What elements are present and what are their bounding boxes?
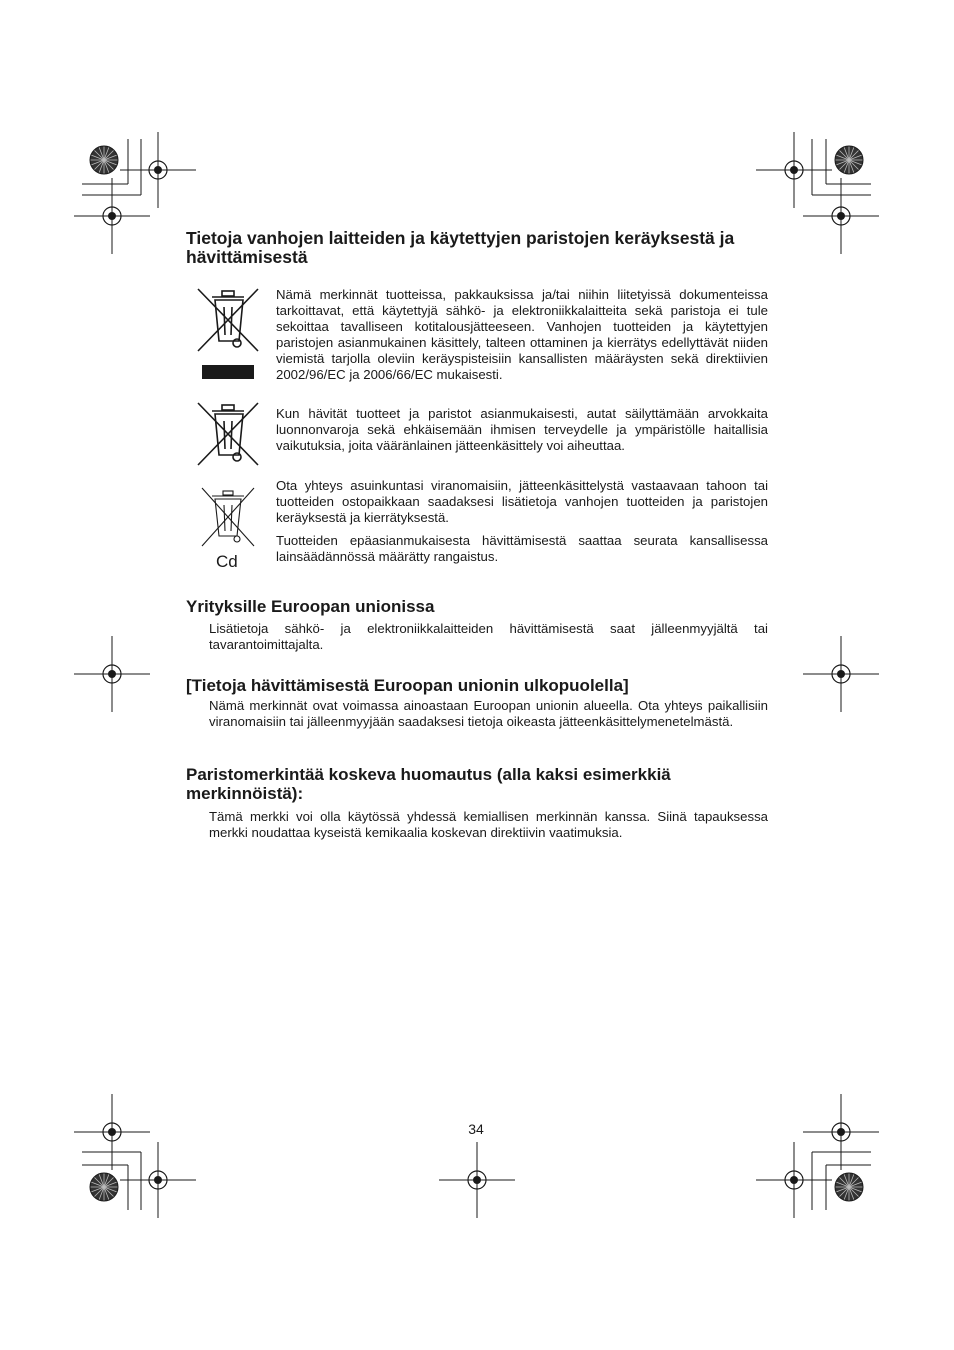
paragraph-contact-authorities: Ota yhteys asuinkuntasi viranomaisiin, jätteenkäsittelystä vastaavaan tahoon tai tuotteiden ostopaikkaan saadaksesi lisätietoja vanhojen tuotteiden ja paristojen keräyksestä ja kierrätyksestä. bbox=[276, 478, 768, 525]
registration-mark-top-left bbox=[74, 132, 196, 254]
paragraph-battery-symbol: Tämä merkki voi olla käytössä yhdessä kemiallisen merkinnän kanssa. Siinä tapauksessa merkki noudattaa kyseistä kemikaalia koskevan direktiivin vaatimuksia. bbox=[209, 809, 768, 840]
registration-mark-middle-right bbox=[803, 636, 879, 712]
section-title-battery-symbol: Paristomerkintää koskeva huomautus (alla kaksi esimerkkiä merkinnöistä): bbox=[186, 765, 671, 803]
paragraph-penalties: Tuotteiden epäasianmukaisesta hävittämisestä saattaa seurata kansallisessa lainsäädännössä määrätty rangaistus. bbox=[276, 533, 768, 564]
registration-mark-top-right bbox=[756, 132, 879, 254]
registration-mark-bottom-right bbox=[756, 1094, 879, 1218]
page-number: 34 bbox=[468, 1121, 484, 1137]
paragraph-business-eu: Lisätietoja sähkö- ja elektroniikkalaitteiden hävittämisestä saat jälleenmyyjältä tai tavarantoimittajalta. bbox=[209, 621, 768, 652]
registration-mark-bottom-left bbox=[74, 1094, 196, 1218]
paragraph-disposal-meaning: Nämä merkinnät tuotteissa, pakkauksissa ja/tai niihin liitetyissä dokumenteissa tarkoittavat, että käytettyjä sähkö- ja elektroniikkalaitteita sekä paristoja ei tule sekoittaa tavalliseen kotitalousjätteeseen. Vanhojen tuotteiden ja käytettyjen paristojen asianmukainen käsittely, talteen ottaminen ja kierrätys edellyttävät niiden viemistä tarjolla oleviin keräyspisteisiin kansallisten määräysten sekä direktiivien 2002/96/EC ja 2006/66/EC mukaisesti. bbox=[276, 287, 768, 382]
registration-mark-bottom-center bbox=[439, 1142, 515, 1218]
cadmium-label: Cd bbox=[216, 552, 238, 571]
paragraph-outside-eu: Nämä merkinnät ovat voimassa ainoastaan Euroopan unionin alueella. Ota yhteys paikallisiin viranomaisiin tai jälleenmyyjään saadaksesi tietoja oikeasta jätteenkäsittelymenetelmästä. bbox=[209, 698, 768, 729]
section-title-business-eu: Yrityksille Euroopan unionissa bbox=[186, 597, 435, 616]
section-title-outside-eu: [Tietoja hävittämisestä Euroopan unionin ulkopuolella] bbox=[186, 676, 629, 695]
section-title-collection-disposal: Tietoja vanhojen laitteiden ja käytettyjen paristojen keräyksestä ja hävittämisestä bbox=[186, 228, 735, 267]
registration-mark-middle-left bbox=[74, 636, 150, 712]
crossed-bin-with-bar-icon bbox=[194, 285, 262, 385]
crossed-bin-icon bbox=[194, 399, 262, 471]
paragraph-resources-health: Kun hävität tuotteet ja paristot asianmukaisesti, autat säilyttämään arvokkaita luonnonvaroja sekä ehkäisemään ihmisen terveydelle ja ympäristölle haitallisia vaikutuksia, joita vääränlainen jätteenkäsittely voi aiheuttaa. bbox=[276, 406, 768, 453]
